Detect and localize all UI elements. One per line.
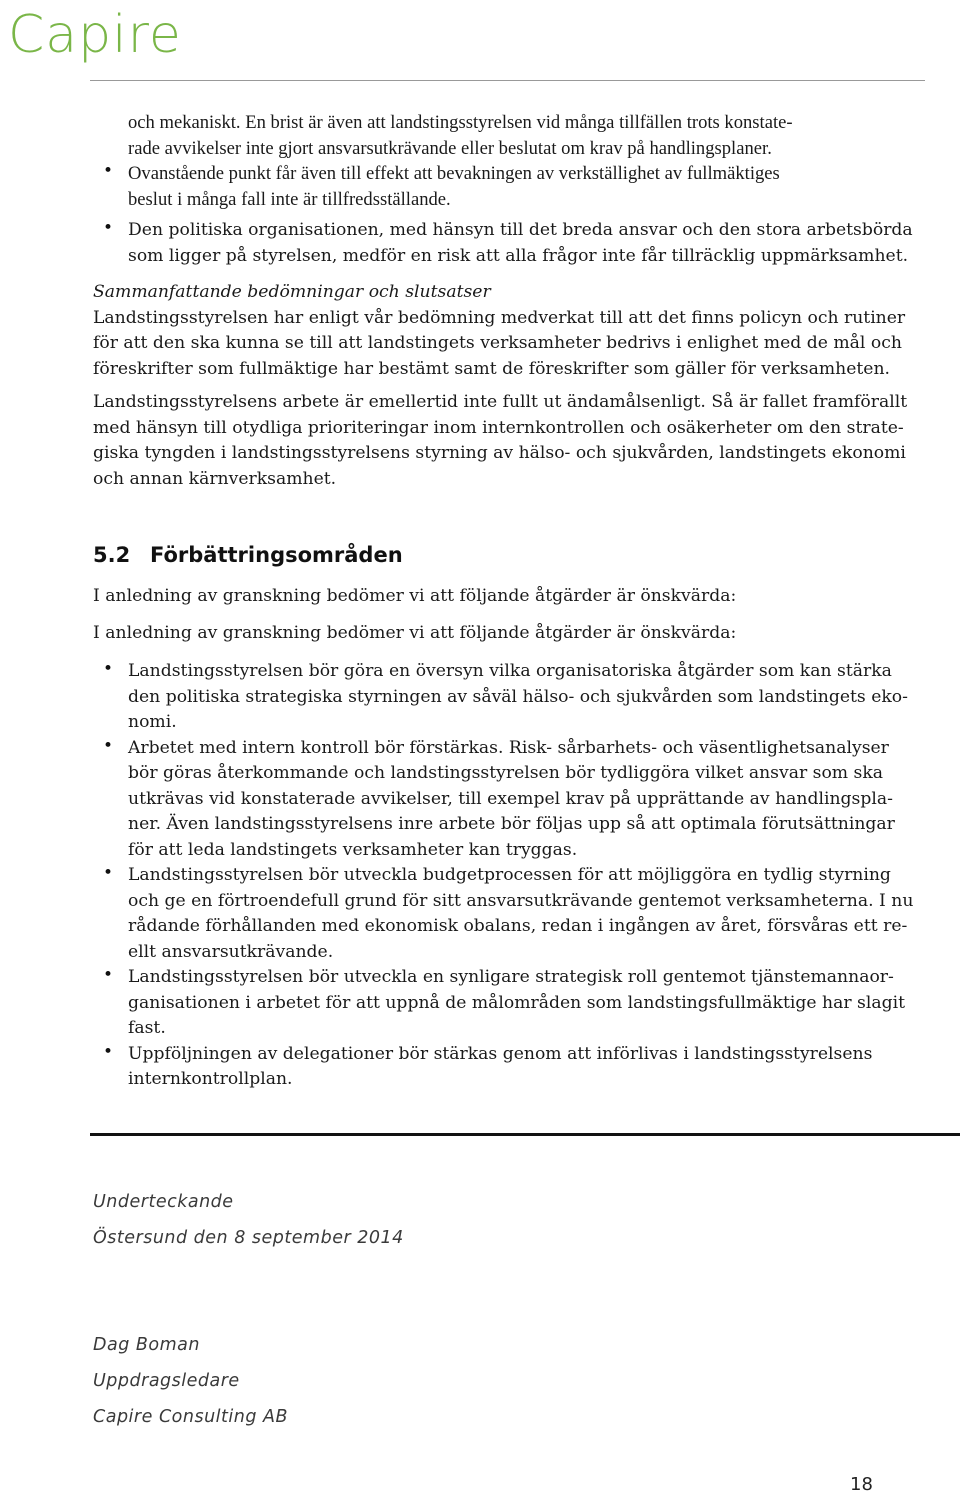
bullet-line: Den politiska organisationen, med hänsyn till det breda ansvar och den stora arbetsbörda (128, 220, 913, 240)
bullet-line: Landstingsstyrelsen bör utveckla budgetprocessen för att möjliggöra en tydlig styrning (128, 865, 891, 885)
bullet-line: ner. Även landstingsstyrelsens inre arbete bör följas upp så att optimala förutsättningar (128, 814, 895, 834)
bullet-icon: • (103, 659, 114, 679)
signature-company: Capire Consulting AB (93, 1407, 288, 1427)
summary-line: för att den ska kunna se till att landstingets verksamheter bedrivs i enlighet med de mål och (93, 333, 902, 353)
bullet-line: ellt ansvarsutkrävande. (128, 941, 334, 962)
bullet-line: som ligger på styrelsen, medför en risk att alla frågor inte får tillräcklig uppmärksamhet. (128, 245, 909, 266)
bullet-line: nomi. (128, 712, 177, 732)
bullet-line: den politiska strategiska styrningen av såväl hälso- och sjukvården som landstingets eko- (128, 686, 908, 707)
bullet-item (93, 965, 955, 1042)
section-heading (93, 537, 403, 573)
bullet-item (93, 1042, 955, 1093)
signature-role: Uppdragsledare (93, 1371, 240, 1391)
section-number: 5.2 (93, 543, 131, 567)
bullet-line: utkrävas vid konstaterade avvikelser, till exempel krav på upprättande av handlingspla- (128, 788, 893, 809)
bullet-icon: • (103, 735, 114, 756)
bullet-line: Uppföljningen av delegationer bör stärkas genom att införlivas i landstingsstyrelsens (128, 1043, 873, 1064)
bullet-icon: • (103, 965, 114, 985)
page-number: 18 (850, 1474, 873, 1495)
signature-space (93, 1256, 404, 1327)
bullet-item (93, 863, 955, 965)
signature-label: Underteckande (93, 1192, 234, 1212)
signature-block (93, 1184, 404, 1435)
section-intro: I anledning av granskning bedömer vi att följande åtgärder är önskvärda: (93, 586, 737, 606)
bullet-line: Landstingsstyrelsen bör utveckla en synligare strategisk roll gentemot tjänstemannaor- (128, 967, 894, 987)
summary-line: föreskrifter som fullmäktige har bestämt samt de föreskrifter som gäller för verksamheten. (93, 358, 891, 379)
bullet-line: bör göras återkommande och landstingsstyrelsen bör tydliggöra vilket ansvar som ska (128, 763, 884, 783)
section-body (93, 584, 955, 1093)
continuation-line: och mekaniskt. En brist är även att landstingsstyrelsen vid många tillfällen trots konstate- (128, 112, 793, 133)
summary-line: Landstingsstyrelsen har enligt vår bedömning medverkat till att det finns policyn och rutiner (93, 307, 906, 328)
summary-heading: Sammanfattande bedömningar och slutsatser (93, 282, 491, 302)
section-intro: I anledning av granskning bedömer vi att följande åtgärder är önskvärda: (93, 622, 737, 643)
document-body (93, 110, 955, 492)
bullet-line: Landstingsstyrelsen bör göra en översyn vilka organisatoriska åtgärder som kan stärka (128, 661, 892, 681)
bullet-icon: • (103, 863, 114, 883)
bullet-line: och ge en förtroendefull grund för sitt ansvarsutkrävande gentemot verksamheterna. I nu (128, 890, 914, 911)
bullet-icon: • (103, 161, 114, 181)
signature-name: Dag Boman (93, 1335, 200, 1355)
summary-line: och annan kärnverksamhet. (93, 468, 337, 489)
signature-place-date: Östersund den 8 september 2014 (93, 1228, 404, 1248)
bullet-item (93, 736, 955, 864)
signature-divider (90, 1133, 960, 1136)
summary-line: giska tyngden i landstingsstyrelsens styrning av hälso- och sjukvården, landstingets ekonomi (93, 443, 906, 463)
bullet-icon: • (103, 1041, 114, 1062)
bullet-line: för att leda landstingets verksamheter kan tryggas. (128, 839, 578, 860)
bullet-item (93, 659, 955, 736)
summary-line: Landstingsstyrelsens arbete är emellertid inte fullt ut ändamålsenligt. Så är fallet framförallt (93, 392, 908, 412)
header-divider (90, 80, 925, 81)
bullet-line: rådande förhållanden med ekonomisk obalans, redan i ingången av året, försvåras ett re- (128, 916, 908, 936)
bullet-line: beslut i många fall inte är tillfredsställande. (128, 188, 451, 210)
section-title: Förbättringsområden (150, 543, 403, 567)
bullet-line: fast. (128, 1018, 166, 1038)
bullet-item (93, 161, 955, 212)
bullet-item (93, 218, 955, 269)
bullet-line: ganisationen i arbetet för att uppnå de målområden som landstingsfullmäktige har slagit (128, 992, 905, 1013)
bullet-line: internkontrollplan. (128, 1069, 293, 1089)
capire-logo: Capire (8, 5, 182, 65)
summary-line: med hänsyn till otydliga prioriteringar inom internkontrollen och osäkerheter om den strate- (93, 417, 904, 438)
continuation-line: rade avvikelser inte gjort ansvarsutkrävande eller beslutat om krav på handlingsplaner. (128, 137, 772, 159)
bullet-line: Ovanstående punkt får även till effekt att bevakningen av verkställighet av fullmäktiges (128, 163, 780, 184)
bullet-icon: • (103, 218, 114, 238)
bullet-line: Arbetet med intern kontroll bör förstärkas. Risk- sårbarhets- och väsentlighetsanalyser (128, 737, 889, 758)
